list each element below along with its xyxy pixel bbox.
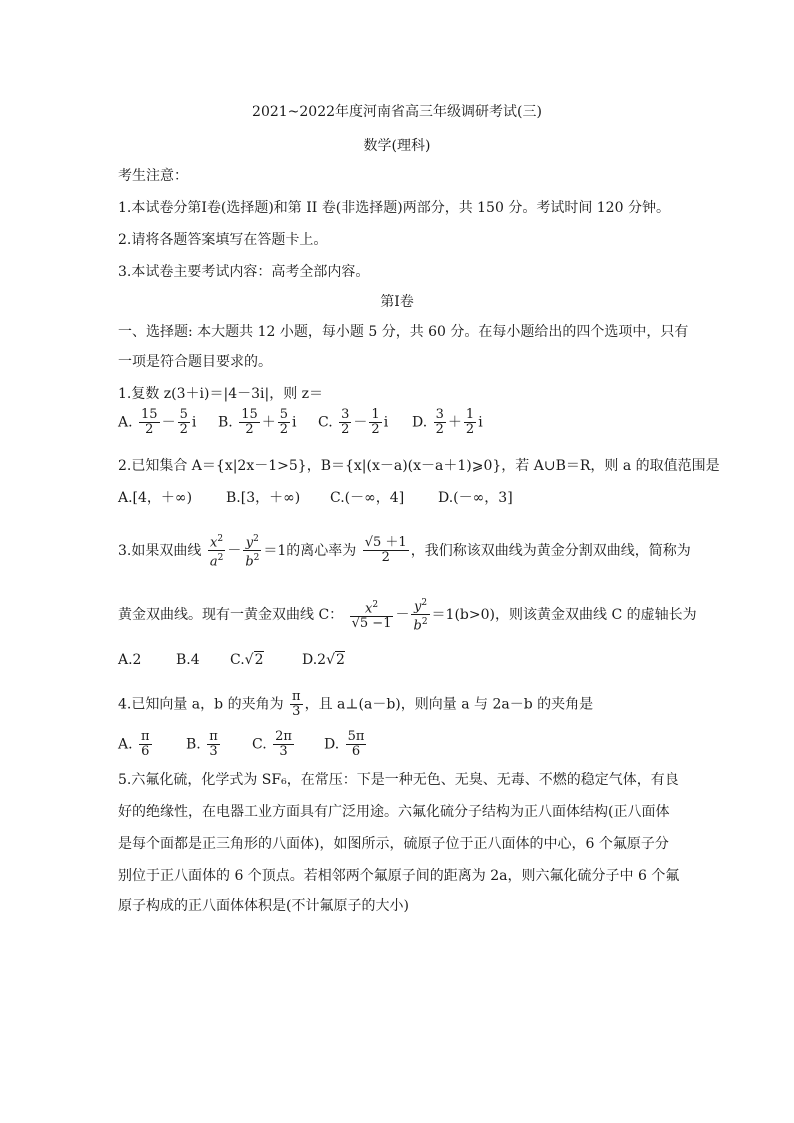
notice-3: 3.本试卷主要考试内容：高考全部内容。 [118, 264, 370, 280]
q2-option-d: D.(－∞，3] [438, 490, 513, 506]
exam-title: 2021~2022年度河南省高三年级调研考试(三) [252, 104, 542, 120]
q3-option-d: D.2√2 [302, 652, 345, 668]
q2-stem: 2.已知集合 A＝{x|2x－1>5}，B＝{x|(x－a)(x－a＋1)⩾0}，若 A∪B＝R，则 a 的取值范围是 [118, 458, 720, 474]
q1-stem: 1.复数 z(3＋i)＝|4－3i|，则 z＝ [118, 386, 324, 402]
exam-subject: 数学(理科) [363, 138, 431, 154]
q4-option-b: B. $\frac{\pi}{3}$ [186, 729, 218, 759]
q1-option-a: A. $\frac{15}{2}$ － $\frac{5}{2}$ i [118, 407, 197, 437]
notice-heading: 考生注意： [118, 168, 188, 184]
q3-option-c: C.√2 [230, 652, 264, 668]
q3-line-2: 黄金双曲线。现有一黄金双曲线 C： $\frac{x^2}{√5 -1}$ － $\frac{y^2}{b^2}$ ＝1(b>0)，则该黄金双曲线 C 的虚轴长为 [118, 598, 697, 634]
q5-line-2: 好的绝缘性，在电器工业方面具有广泛用途。六氟化硫分子结构为正八面体结构(正八面体 [118, 804, 670, 820]
q5-line-5: 原子构成的正八面体体积是(不计氟原子的大小) [118, 898, 409, 914]
q4-stem: 4.已知向量 a，b 的夹角为 $\frac{\pi}{3}$ ，且 a⊥(a－b)，则向量 a 与 2a－b 的夹角是 [118, 689, 594, 719]
section-intro-line-1: 一、选择题: 本大题共 12 小题，每小题 5 分，共 60 分。在每小题给出的四个选项中，只有 [118, 324, 689, 340]
q5-line-1: 5.六氟化硫，化学式为 SF₆，在常压：下是一种无色、无臭、无毒、不燃的稳定气体，有良 [118, 772, 679, 788]
q5-line-3: 是每个面都是正三角形的八面体)，如图所示，硫原子位于正八面体的中心，6 个氟原子分 [118, 836, 669, 852]
q2-option-b: B.[3，＋∞) [226, 490, 301, 506]
q1-option-d: D. $\frac{3}{2}$ ＋ $\frac{1}{2}$ i [412, 407, 483, 437]
notice-2: 2.请将各题答案填写在答题卡上。 [118, 232, 328, 248]
q1-option-c: C. $\frac{3}{2}$ － $\frac{1}{2}$ i [318, 407, 389, 437]
notice-1: 1.本试卷分第Ⅰ卷(选择题)和第 II 卷(非选择题)两部分，共 150 分。考试时间 120 分钟。 [118, 200, 670, 216]
q2-option-a: A.[4，＋∞) [118, 490, 193, 506]
q4-option-d: D. $\frac{5\pi}{6}$ [324, 729, 365, 759]
part-title: 第Ⅰ卷 [380, 294, 414, 310]
q3-line-1: 3.如果双曲线 $\frac{x^2}{a^2}$ － $\frac{y^2}{b^2}$ ＝1的离心率为 $\frac{√5 +1}{2}$ ，我们称该双曲线为黄金分割双曲线，简称为 [118, 534, 691, 570]
section-intro-line-2: 一项是符合题目要求的。 [118, 354, 272, 370]
q5-line-4: 别位于正八面体的 6 个顶点。若相邻两个氟原子间的距离为 2a，则六氟化硫分子中 6 个氟 [118, 868, 680, 884]
q3-option-b: B.4 [176, 652, 200, 668]
q4-option-c: C. $\frac{2\pi}{3}$ [252, 729, 292, 759]
q1-option-b: B. $\frac{15}{2}$ ＋ $\frac{5}{2}$ i [218, 407, 297, 437]
q2-option-c: C.(－∞，4] [330, 490, 405, 506]
q4-option-a: A. $\frac{\pi}{6}$ [118, 729, 150, 759]
q3-option-a: A.2 [118, 652, 142, 668]
